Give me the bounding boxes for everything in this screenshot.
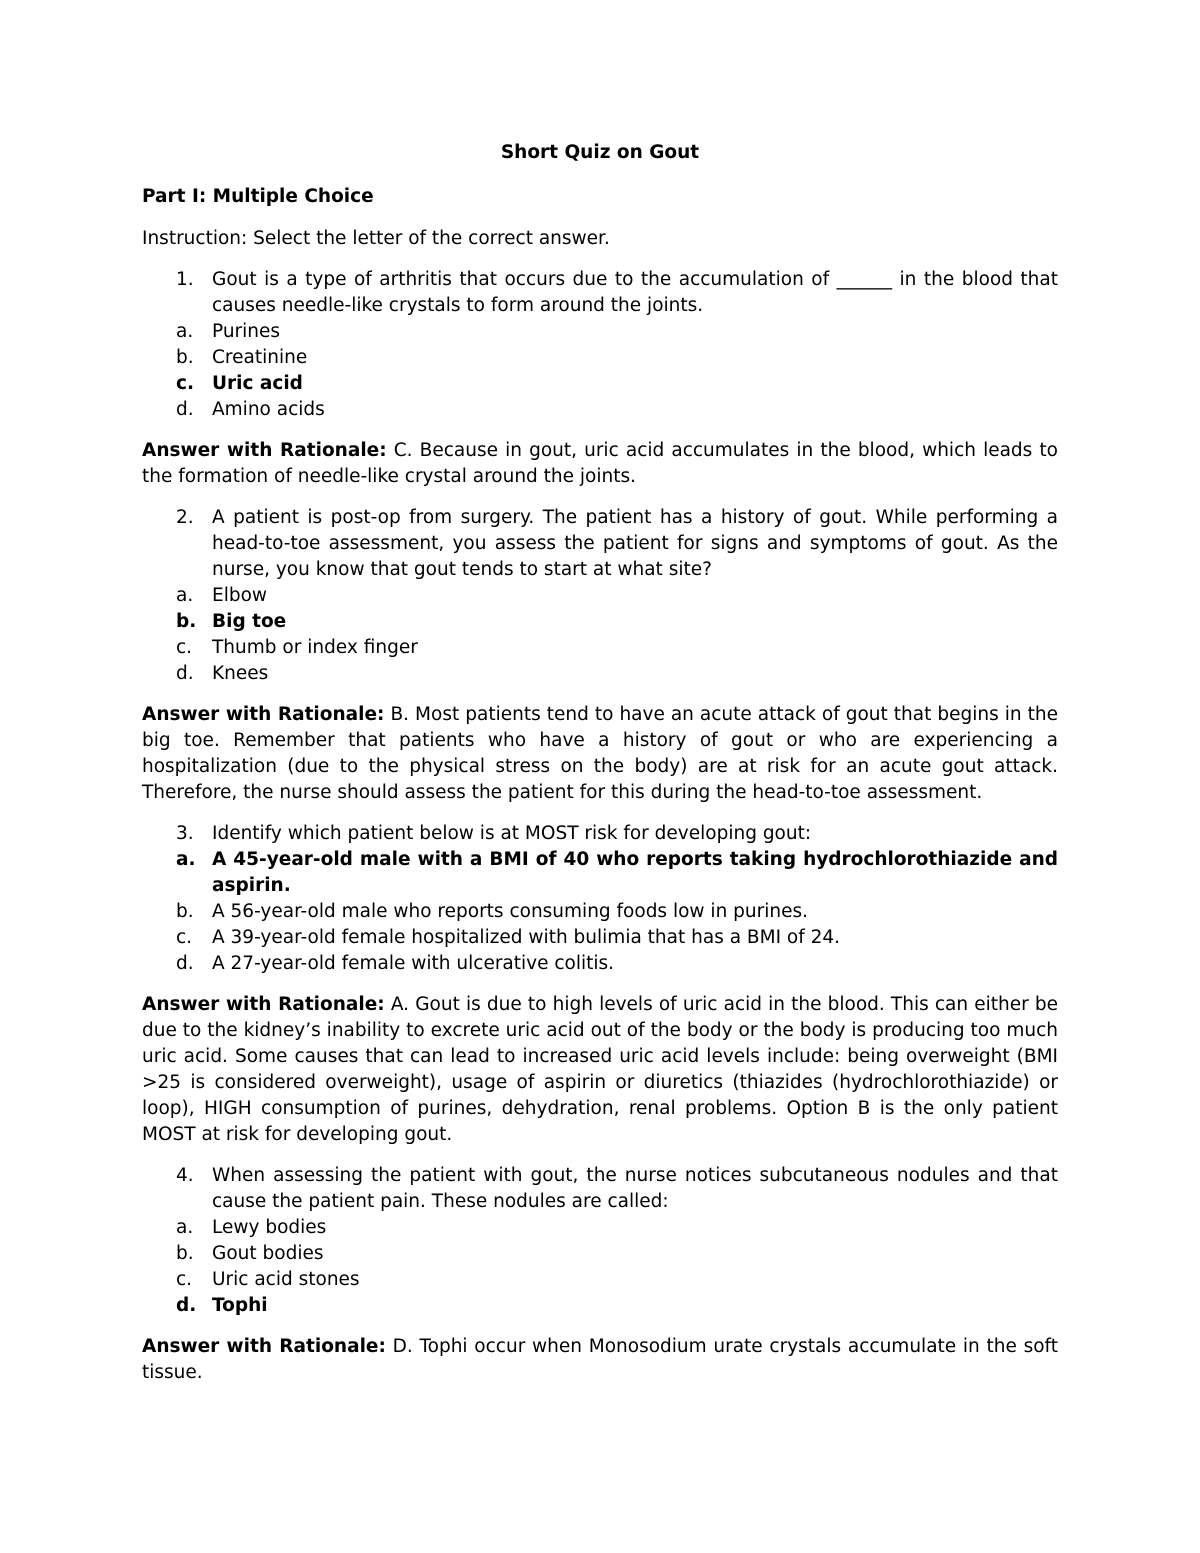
option-letter: d. <box>176 663 194 684</box>
options-list <box>142 583 1058 687</box>
option-a <box>142 319 1058 345</box>
option-d <box>142 951 1058 977</box>
option-text: Elbow <box>212 585 268 606</box>
rationale-label: Answer with Rationale: <box>142 704 385 725</box>
option-letter: d. <box>176 399 194 420</box>
rationale-text: D. Tophi occur when Monosodium urate crystals accumulate in the soft tissue. <box>142 1336 1058 1383</box>
option-text: Knees <box>212 663 269 684</box>
option-d <box>142 397 1058 423</box>
option-text: A 39-year-old female hospitalized with bulimia that has a BMI of 24. <box>212 927 841 948</box>
option-letter: c. <box>176 637 193 658</box>
question-number: 3. <box>176 823 194 844</box>
option-letter: c. <box>176 927 193 948</box>
option-text: Gout bodies <box>212 1243 324 1264</box>
option-b <box>142 345 1058 371</box>
option-letter: d. <box>176 953 194 974</box>
option-text: Uric acid stones <box>212 1269 360 1290</box>
option-b-correct <box>142 609 1058 635</box>
option-letter: d. <box>176 1295 197 1316</box>
option-text: Thumb or index finger <box>212 637 418 658</box>
question-text: Gout is a type of arthritis that occurs due to the accumulation of ______ in the blood that causes needle-like crystals to form around the joints. <box>212 269 1058 316</box>
option-letter: c. <box>176 373 194 394</box>
option-text: A 27-year-old female with ulcerative colitis. <box>212 953 615 974</box>
rationale-label: Answer with Rationale: <box>142 994 385 1015</box>
options-list <box>142 847 1058 977</box>
option-text: A 45-year-old male with a BMI of 40 who reports taking hydrochlorothiazide and aspirin. <box>212 849 1058 896</box>
option-text: A 56-year-old male who reports consuming foods low in purines. <box>212 901 809 922</box>
option-c-correct <box>142 371 1058 397</box>
rationale-text: A. Gout is due to high levels of uric acid in the blood. This can either be due to the kidney’s inability to excrete uric acid out of the body or the body is producing too much uric acid. Some causes that can lead to increased uric acid levels include: being overweight (BMI >25 is considered overweight), usage of aspirin or diuretics (thiazides (hydrochlorothiazide) or loop), HIGH consumption of purines, dehydration, renal problems. Option B is the only patient MOST at risk for developing gout. <box>142 994 1059 1145</box>
question-1 <box>142 267 1058 319</box>
option-letter: a. <box>176 585 194 606</box>
option-c <box>142 1267 1058 1293</box>
rationale-4 <box>142 1334 1058 1386</box>
part-heading: Part I: Multiple Choice <box>142 186 374 207</box>
question-number: 4. <box>176 1165 194 1186</box>
question-text: Identify which patient below is at MOST risk for developing gout: <box>212 823 812 844</box>
option-a-correct <box>142 847 1058 899</box>
option-letter: b. <box>176 901 194 922</box>
question-number: 2. <box>176 507 194 528</box>
question-text: A patient is post-op from surgery. The patient has a history of gout. While performing a head-to-toe assessment, you assess the patient for signs and symptoms of gout. As the nurse, you know that gout tends to start at what site? <box>212 507 1058 580</box>
option-d <box>142 661 1058 687</box>
option-text: Uric acid <box>212 373 303 394</box>
question-2 <box>142 505 1058 583</box>
page-title: Short Quiz on Gout <box>500 142 700 163</box>
options-list <box>142 319 1058 423</box>
option-letter: b. <box>176 611 197 632</box>
option-letter: a. <box>176 1217 194 1238</box>
question-number: 1. <box>176 269 194 290</box>
option-letter: a. <box>176 849 196 870</box>
quiz-document <box>142 140 1058 1401</box>
option-text: Lewy bodies <box>212 1217 327 1238</box>
options-list <box>142 1215 1058 1319</box>
option-text: Big toe <box>212 611 287 632</box>
option-b <box>142 899 1058 925</box>
rationale-label: Answer with Rationale: <box>142 440 387 461</box>
rationale-2 <box>142 702 1058 806</box>
option-letter: b. <box>176 347 194 368</box>
rationale-text: B. Most patients tend to have an acute attack of gout that begins in the big toe. Remember that patients who have a history of gout or who are experiencing a hospitalization (due to the physical stress on the body) are at risk for an acute gout attack. Therefore, the nurse should assess the patient for this during the head-to-toe assessment. <box>142 704 1059 803</box>
option-d-correct <box>142 1293 1058 1319</box>
question-4 <box>142 1163 1058 1215</box>
option-text: Creatinine <box>212 347 308 368</box>
option-c <box>142 635 1058 661</box>
instruction-text: Instruction: Select the letter of the correct answer. <box>142 228 610 249</box>
option-a <box>142 583 1058 609</box>
rationale-1 <box>142 438 1058 490</box>
option-letter: a. <box>176 321 194 342</box>
option-letter: b. <box>176 1243 194 1264</box>
question-text: When assessing the patient with gout, the nurse notices subcutaneous nodules and that cause the patient pain. These nodules are called: <box>212 1165 1058 1212</box>
option-text: Amino acids <box>212 399 325 420</box>
rationale-text: C. Because in gout, uric acid accumulates in the blood, which leads to the formation of needle-like crystal around the joints. <box>142 440 1058 487</box>
option-a <box>142 1215 1058 1241</box>
option-b <box>142 1241 1058 1267</box>
option-text: Tophi <box>212 1295 268 1316</box>
rationale-label: Answer with Rationale: <box>142 1336 386 1357</box>
option-text: Purines <box>212 321 281 342</box>
option-letter: c. <box>176 1269 193 1290</box>
question-3 <box>142 821 1058 847</box>
option-c <box>142 925 1058 951</box>
rationale-3 <box>142 992 1058 1148</box>
